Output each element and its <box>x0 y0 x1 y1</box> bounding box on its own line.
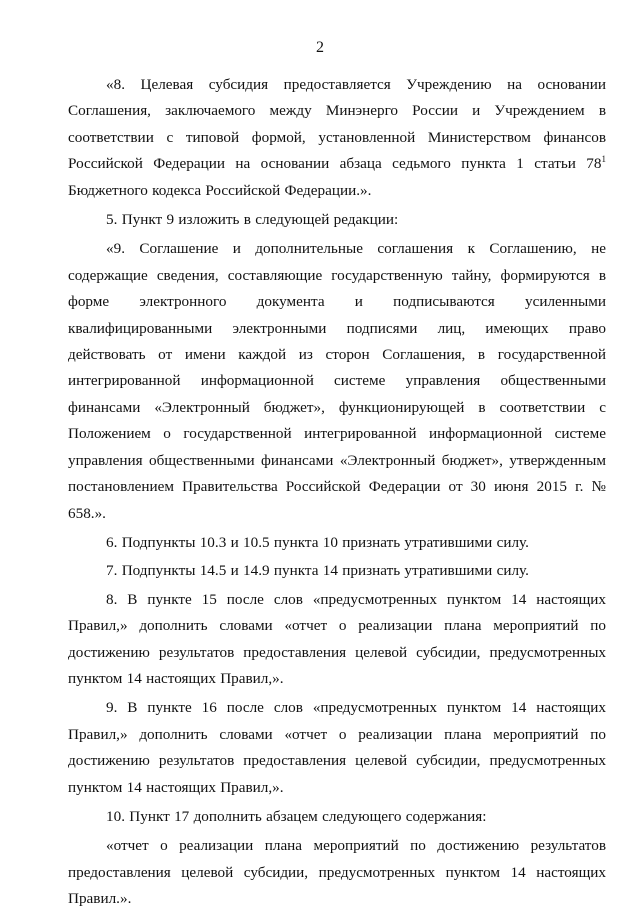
paragraph-8-quote <box>68 72 606 204</box>
paragraph-9-quote: «9. Соглашение и дополнительные соглашения к Соглашению, не содержащие сведения, составляющие государственную тайну, формируются в форме электронного документа и подписываются усиленными квалифицированными электронными подписями лиц, имеющих право действовать от имени каждой из сторон Соглашения, в государственной интегрированной информационной системе управления общественными финансами «Электронный бюджет», функционирующей в соответствии с Положением о государственной интегрированной информационной системе управления общественными финансами «Электронный бюджет», утвержденным постановлением Правительства Российской Федерации от 30 июня 2015 г. № 658.». <box>68 240 606 522</box>
item-8: 8. В пункте 15 после слов «предусмотренных пунктом 14 настоящих Правил,» дополнить словами «отчет о реализации плана мероприятий по достижению результатов предоставления целевой субсидии, предусмотренных пунктом 14 настоящих Правил,». <box>68 590 606 687</box>
item-10: 10. Пункт 17 дополнить абзацем следующего содержания: <box>106 807 487 825</box>
page-number: 2 <box>316 39 324 56</box>
item-7: 7. Подпункты 14.5 и 14.9 пункта 14 признать утратившими силу. <box>106 562 529 580</box>
item-9: 9. В пункте 16 после слов «предусмотренных пунктом 14 настоящих Правил,» дополнить словами «отчет о реализации плана мероприятий по достижению результатов предоставления целевой субсидии, предусмотренных пунктом 14 настоящих Правил,». <box>68 699 606 796</box>
item-5: 5. Пункт 9 изложить в следующей редакции: <box>106 211 399 229</box>
paragraph-17-quote: «отчет о реализации плана мероприятий по достижению результатов предоставления целевой субсидии, предусмотренных пунктом 14 настоящих Правил.». <box>68 837 606 908</box>
paragraph-8-text-end: Бюджетного кодекса Российской Федерации.». <box>68 181 372 199</box>
item-6: 6. Подпункты 10.3 и 10.5 пункта 10 признать утратившими силу. <box>106 533 529 551</box>
paragraph-8-text: «8. Целевая субсидия предоставляется Учреждению на основании Соглашения, заключаемого между Минэнерго России и Учреждением в соответствии с типовой формой, установленной Министерством финансов Российской Федерации на основании абзаца седьмого пункта 1 статьи 78 <box>68 76 606 173</box>
article-superscript: 1 <box>601 154 606 165</box>
